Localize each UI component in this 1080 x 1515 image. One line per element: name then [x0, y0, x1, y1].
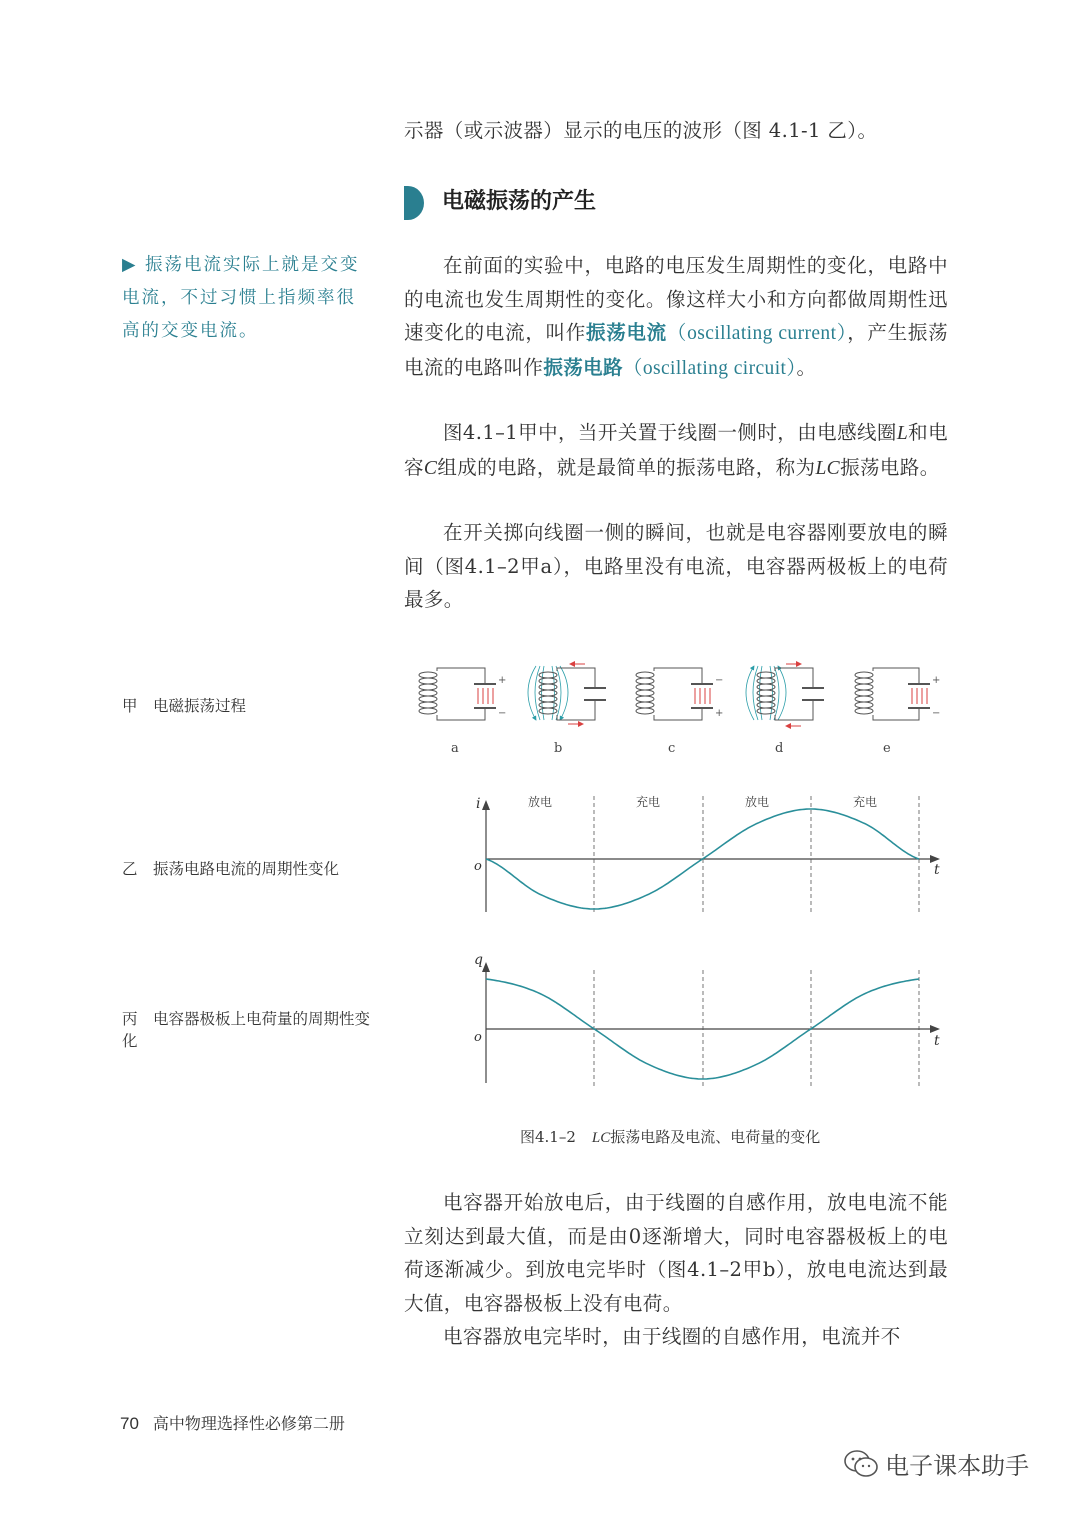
term-oscillating-circuit: 振荡电路 — [543, 355, 623, 379]
book-title: 高中物理选择性必修第二册 — [152, 1414, 345, 1433]
symbol-LC: LC — [815, 457, 841, 479]
p1-text-2: ，产生振荡电流的电路叫作 — [404, 321, 948, 379]
plus-c: + — [715, 708, 724, 719]
figure-label-bing: 丙 电容器极板上电荷量的周期性变化 — [122, 1010, 371, 1050]
p2-text-3: 组成的电路，就是最简单的振荡电路，称为 — [437, 455, 816, 479]
symbol-L: L — [896, 423, 909, 444]
minus-e: − — [932, 708, 941, 719]
coil-c — [636, 672, 654, 714]
paragraph-4: 电容器开始放电后，由于线圈的自感作用，放电电流不能立刻达到最大值，而是由0逐渐增大，同时电容器极板上的电荷逐渐减少。到放电完毕时（图4.1–2甲b），放电电流达到最大值，电容器极板上没有电荷。 — [404, 1191, 948, 1315]
watermark-text: 电子课本助手 — [885, 1452, 1030, 1480]
circuit-label-d: d — [775, 741, 784, 756]
circuit-b — [528, 664, 606, 756]
phase-label-1: 放电 — [527, 795, 553, 809]
paragraph-3: 在开关掷向线圈一侧的瞬间，也就是电容器刚要放电的瞬间（图4.1–2甲a），电路里没有电流，电容器两极板上的电荷最多。 — [404, 521, 948, 611]
p1-text-3: 。 — [796, 355, 817, 379]
sidenote: ▶ 振荡电流实际上就是交变电流，不过习惯上指频率很高的交变电流。 — [122, 255, 360, 341]
section-marker-icon — [404, 186, 424, 220]
phase-label-3: 放电 — [744, 795, 770, 809]
figure-label-yi: 乙 振荡电路电流的周期性变化 — [122, 860, 340, 878]
coil-a — [419, 672, 437, 714]
current-graph — [460, 790, 960, 930]
plus-a: + — [498, 675, 507, 686]
caption-text: 振荡电路及电流、电荷量的变化 — [610, 1128, 821, 1146]
en-oscillating-circuit: （oscillating circuit） — [622, 357, 797, 379]
figure-caption — [520, 1126, 820, 1147]
footer — [120, 1411, 345, 1434]
phase-dividers-q — [594, 970, 919, 1086]
origin-label-i: o — [474, 859, 482, 874]
plus-e: + — [932, 675, 941, 686]
watermark — [842, 1446, 1029, 1481]
circuit-c — [636, 668, 723, 756]
page-number: 70 — [120, 1414, 139, 1433]
axis-t-label-i: t — [934, 862, 940, 878]
magnetic-field-b — [528, 666, 568, 720]
circuit-d — [746, 664, 824, 756]
magnetic-field-d — [746, 666, 786, 720]
axis-t-label-q: t — [934, 1033, 940, 1049]
phase-dividers-i — [594, 796, 919, 912]
capacitor-a — [474, 684, 496, 708]
circuit-label-a: a — [451, 741, 459, 756]
top-line: 示器（或示波器）显示的电压的波形（图 4.1-1 乙）。 — [404, 119, 878, 142]
p2-text-1: 图4.1–1甲中，当开关置于线圈一侧时，由电感线圈 — [443, 421, 897, 444]
circuit-diagram — [400, 655, 960, 765]
en-oscillating-current: （oscillating current） — [666, 323, 848, 344]
caption-number: 图4.1–2 — [520, 1128, 576, 1146]
circuit-label-e: e — [883, 741, 891, 756]
paragraph-5: 电容器放电完毕时，由于线圈的自感作用，电流并不 — [443, 1325, 901, 1348]
p1-text-1: 在前面的实验中，电路的电压发生周期性的变化，电路中的电流也发生周期性的变化。像这样大小和方向都做周期性迅速变化的电流，叫作 — [404, 254, 948, 344]
charge-graph — [460, 950, 960, 1090]
phase-label-4: 充电 — [852, 795, 878, 809]
axis-i-label: i — [476, 796, 481, 812]
paragraph-1 — [404, 249, 948, 385]
paragraph-2 — [404, 416, 948, 485]
minus-a: − — [498, 708, 507, 719]
circuit-label-b: b — [554, 741, 563, 756]
circuit-label-c: c — [668, 741, 676, 756]
origin-label-q: o — [474, 1030, 482, 1045]
coil-e — [855, 672, 873, 714]
caption-lc: LC — [591, 1130, 611, 1146]
p2-text-4: 振荡电路。 — [840, 455, 940, 479]
circuit-a — [419, 668, 506, 756]
section-title: 电磁振荡的产生 — [442, 189, 597, 214]
symbol-C: C — [423, 457, 438, 479]
phase-label-2: 充电 — [635, 795, 661, 809]
minus-c: − — [715, 675, 724, 686]
circuit-e — [855, 668, 940, 756]
p2-text-2: 和电容 — [404, 421, 948, 479]
chat-bubble-icon — [842, 1447, 880, 1481]
figure-label-jia: 甲 电磁振荡过程 — [122, 697, 247, 715]
term-oscillating-current: 振荡电流 — [586, 321, 667, 344]
axis-q-label: q — [474, 952, 483, 968]
